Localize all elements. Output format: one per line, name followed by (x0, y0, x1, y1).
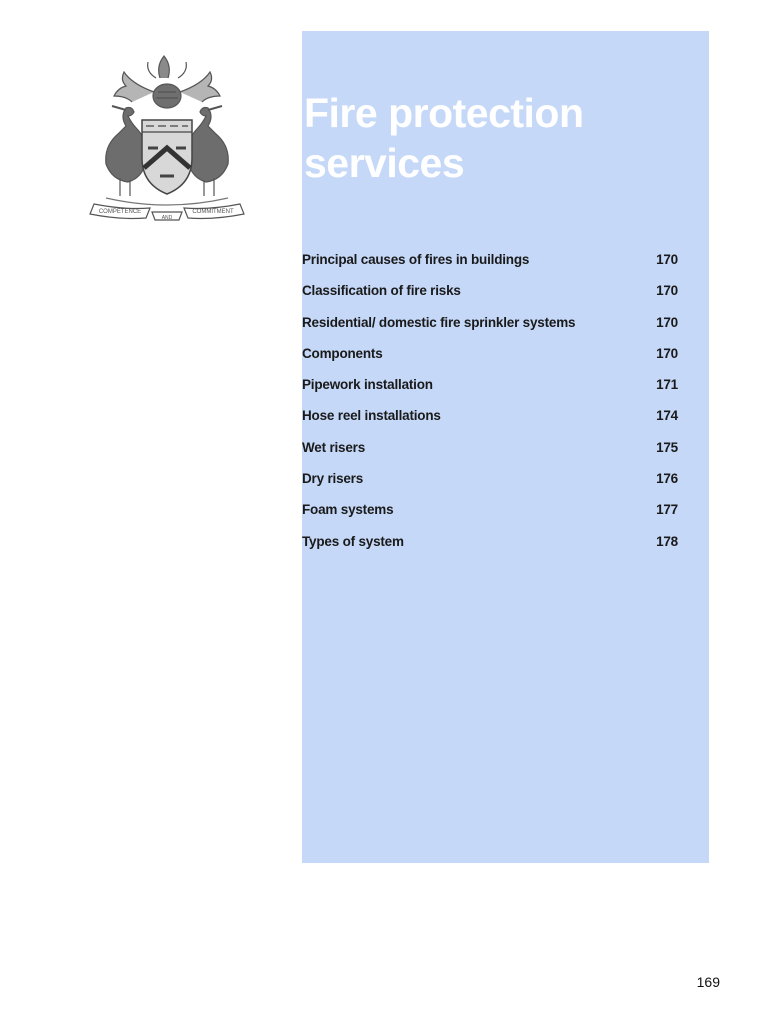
chapter-title-line-1: Fire protection (304, 90, 584, 136)
toc-entry-page: 171 (656, 377, 678, 393)
toc-entry-label: Hose reel installations (302, 408, 441, 424)
toc-entry[interactable] (302, 471, 678, 502)
toc-entry-page: 170 (656, 345, 678, 361)
toc-entry-label: Principal causes of fires in buildings (302, 252, 530, 267)
table-of-contents (302, 252, 678, 565)
toc-entry[interactable] (302, 377, 678, 408)
toc-entry-page: 178 (656, 533, 678, 549)
toc-entry-label: Types of system (302, 533, 404, 549)
toc-entry-label: Dry risers (302, 471, 364, 487)
toc-entry-label: Wet risers (302, 439, 366, 455)
page-number: 169 (696, 974, 720, 990)
toc-entry[interactable] (302, 440, 678, 471)
toc-entry[interactable] (302, 346, 678, 377)
chapter-title-line-2: services (304, 140, 465, 186)
toc-entry-label: Components (302, 345, 383, 361)
toc-entry-label: Pipework installation (302, 377, 433, 393)
toc-entry-page: 170 (656, 252, 678, 267)
toc-entry[interactable] (302, 408, 678, 439)
toc-entry-label: Residential/ domestic fire sprinkler systems (302, 314, 576, 330)
crest-icon (86, 48, 248, 226)
toc-entry-page: 177 (656, 502, 678, 518)
toc-entry-label: Classification of fire risks (302, 283, 461, 299)
motto-left: COMPETENCE (98, 209, 142, 215)
toc-entry[interactable] (302, 283, 678, 314)
toc-entry-page: 176 (656, 471, 678, 487)
toc-entry[interactable] (302, 534, 678, 565)
chapter-title (304, 88, 684, 188)
toc-entry[interactable] (302, 315, 678, 346)
motto-center: AND (161, 215, 173, 221)
toc-entry-page: 175 (656, 439, 678, 455)
motto-right: COMMITMENT (192, 209, 234, 215)
toc-entry-page: 174 (656, 408, 678, 424)
toc-entry-label: Foam systems (302, 502, 394, 518)
toc-entry-page: 170 (656, 314, 678, 330)
toc-entry[interactable] (302, 502, 678, 533)
toc-entry-page: 170 (656, 283, 678, 299)
coat-of-arms-crest (86, 48, 248, 226)
toc-entry[interactable] (302, 252, 678, 283)
